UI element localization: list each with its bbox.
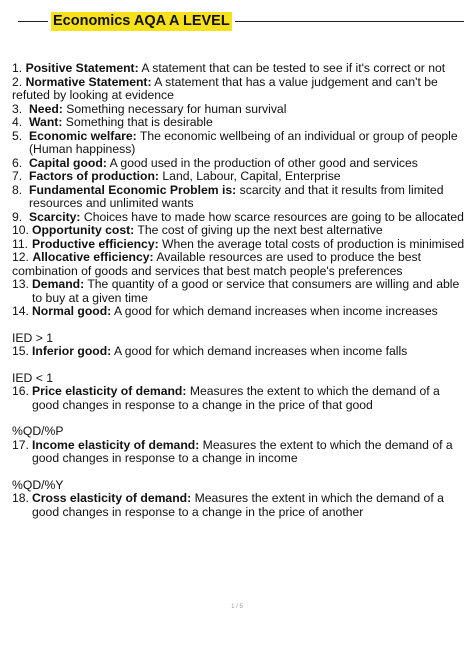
formula-yed: %QD/%Y <box>12 477 64 492</box>
definition-term: Opportunity cost: <box>32 223 135 237</box>
definition-text: Land, Labour, Capital, Enterprise <box>162 169 341 183</box>
definition-text: Choices have to made how scarce resources are going to be allocated <box>83 209 464 224</box>
definition-item: 5. Economic welfare: The economic wellbeing of an individual or group of people (Human happiness) <box>12 128 458 156</box>
definition-item: 4. Want: Something that is desirable <box>12 115 213 129</box>
definition-term: Fundamental Economic Problem is: <box>29 182 237 197</box>
definition-text: Measures the extent in which the demand of a good changes in response to a change in the price of another <box>32 491 444 519</box>
definition-text: The quantity of a good or service that consumers are willing and able to buy at a given time <box>32 277 460 305</box>
definition-item: 13. Demand: The quantity of a good or service that consumers are willing and able to buy at a given time <box>12 277 460 305</box>
definition-text: Something necessary for human survival <box>66 101 287 116</box>
definitions-list <box>12 62 468 519</box>
definition-item: 12. Allocative efficiency: Available resources are used to produce the best combination of goods and services that best match people's preferences <box>12 250 421 278</box>
definition-item: 10. Opportunity cost: The cost of giving up the next best alternative <box>12 223 383 237</box>
definition-item: 18. Cross elasticity of demand: Measures the extent in which the demand of a good changes in response to a change in the price of another <box>12 491 444 519</box>
definition-item: 1. Positive Statement: A statement that can be tested to see if it's correct or not <box>12 61 446 75</box>
definition-text: A good for which demand increases when income falls <box>113 344 408 358</box>
definition-term: Positive Statement: <box>25 61 139 75</box>
definition-term: Allocative efficiency: <box>32 250 154 264</box>
definition-item: 11. Productive efficiency: When the average total costs of production is minimised <box>12 236 465 251</box>
definition-item: 3. Need: Something necessary for human survival <box>12 101 287 116</box>
page-number: 1 / 5 <box>231 604 243 610</box>
definition-term: Demand: <box>32 277 85 291</box>
definition-term: Inferior good: <box>32 344 112 358</box>
document-header <box>18 11 464 31</box>
formula-ied-normal: IED > 1 <box>12 330 53 345</box>
definition-text: When the average total costs of production is minimised <box>162 236 465 251</box>
definition-item: 7. Factors of production: Land, Labour, Capital, Enterprise <box>12 169 341 183</box>
definition-item: 2. Normative Statement: A statement that has a value judgement and can't be refuted by looking at evidence <box>12 74 438 102</box>
definition-text: A good for which demand increases when income increases <box>113 304 438 318</box>
definition-term: Income elasticity of demand: <box>32 437 200 452</box>
definition-term: Productive efficiency: <box>32 236 159 251</box>
definition-text: The economic wellbeing of an individual or group of people (Human happiness) <box>29 128 458 156</box>
definition-term: Factors of production: <box>29 169 159 183</box>
definition-term: Want: <box>29 115 63 129</box>
header-rule-left <box>18 21 48 22</box>
definition-term: Normative Statement: <box>25 74 152 89</box>
definition-item: 17. Income elasticity of demand: Measures the extent to which the demand of a good changes in response to a change in income <box>12 437 453 465</box>
definition-text: The cost of giving up the next best alternative <box>137 223 383 237</box>
formula-ped: %QD/%P <box>12 424 64 438</box>
definition-item: 16. Price elasticity of demand: Measures the extent to which the demand of a good changes in response to a change in the price of that good <box>12 384 440 412</box>
definition-item: 6. Capital good: A good used in the production of other good and services <box>12 155 418 170</box>
header-rule-right <box>235 21 464 22</box>
definition-text: scarcity and that it results from limited resources and unlimited wants <box>29 182 444 210</box>
document-title: Economics AQA A LEVEL <box>53 12 230 29</box>
definition-text: Measures the extent to which the demand of a good changes in response to a change in the price of that good <box>32 384 440 412</box>
definition-term: Scarcity: <box>29 209 81 224</box>
definition-text: A statement that can be tested to see if it's correct or not <box>141 61 446 75</box>
definition-text: Measures the extent to which the demand of a good changes in response to a change in income <box>32 437 453 465</box>
definition-term: Capital good: <box>29 155 107 170</box>
definition-term: Economic welfare: <box>29 128 137 143</box>
definition-item: 14. Normal good: A good for which demand increases when income increases <box>12 304 438 318</box>
definition-text: A good used in the production of other good and services <box>109 155 418 170</box>
definition-item: 9. Scarcity: Choices have to made how scarce resources are going to be allocated <box>12 209 464 224</box>
definition-text: A statement that has a value judgement and can't be refuted by looking at evidence <box>12 74 438 102</box>
definition-text: Something that is desirable <box>65 115 213 129</box>
definition-item: 8. Fundamental Economic Problem is: scarcity and that it results from limited resources and unlimited wants <box>12 182 444 210</box>
definition-item: 15. Inferior good: A good for which demand increases when income falls <box>12 344 408 358</box>
definition-text: Available resources are used to produce the best combination of goods and services that best match people's preferences <box>12 250 421 278</box>
definition-term: Normal good: <box>32 304 112 318</box>
definition-term: Need: <box>29 101 63 116</box>
definition-term: Price elasticity of demand: <box>32 384 187 398</box>
definition-term: Cross elasticity of demand: <box>32 491 192 505</box>
formula-ied-inferior: IED < 1 <box>12 370 53 385</box>
